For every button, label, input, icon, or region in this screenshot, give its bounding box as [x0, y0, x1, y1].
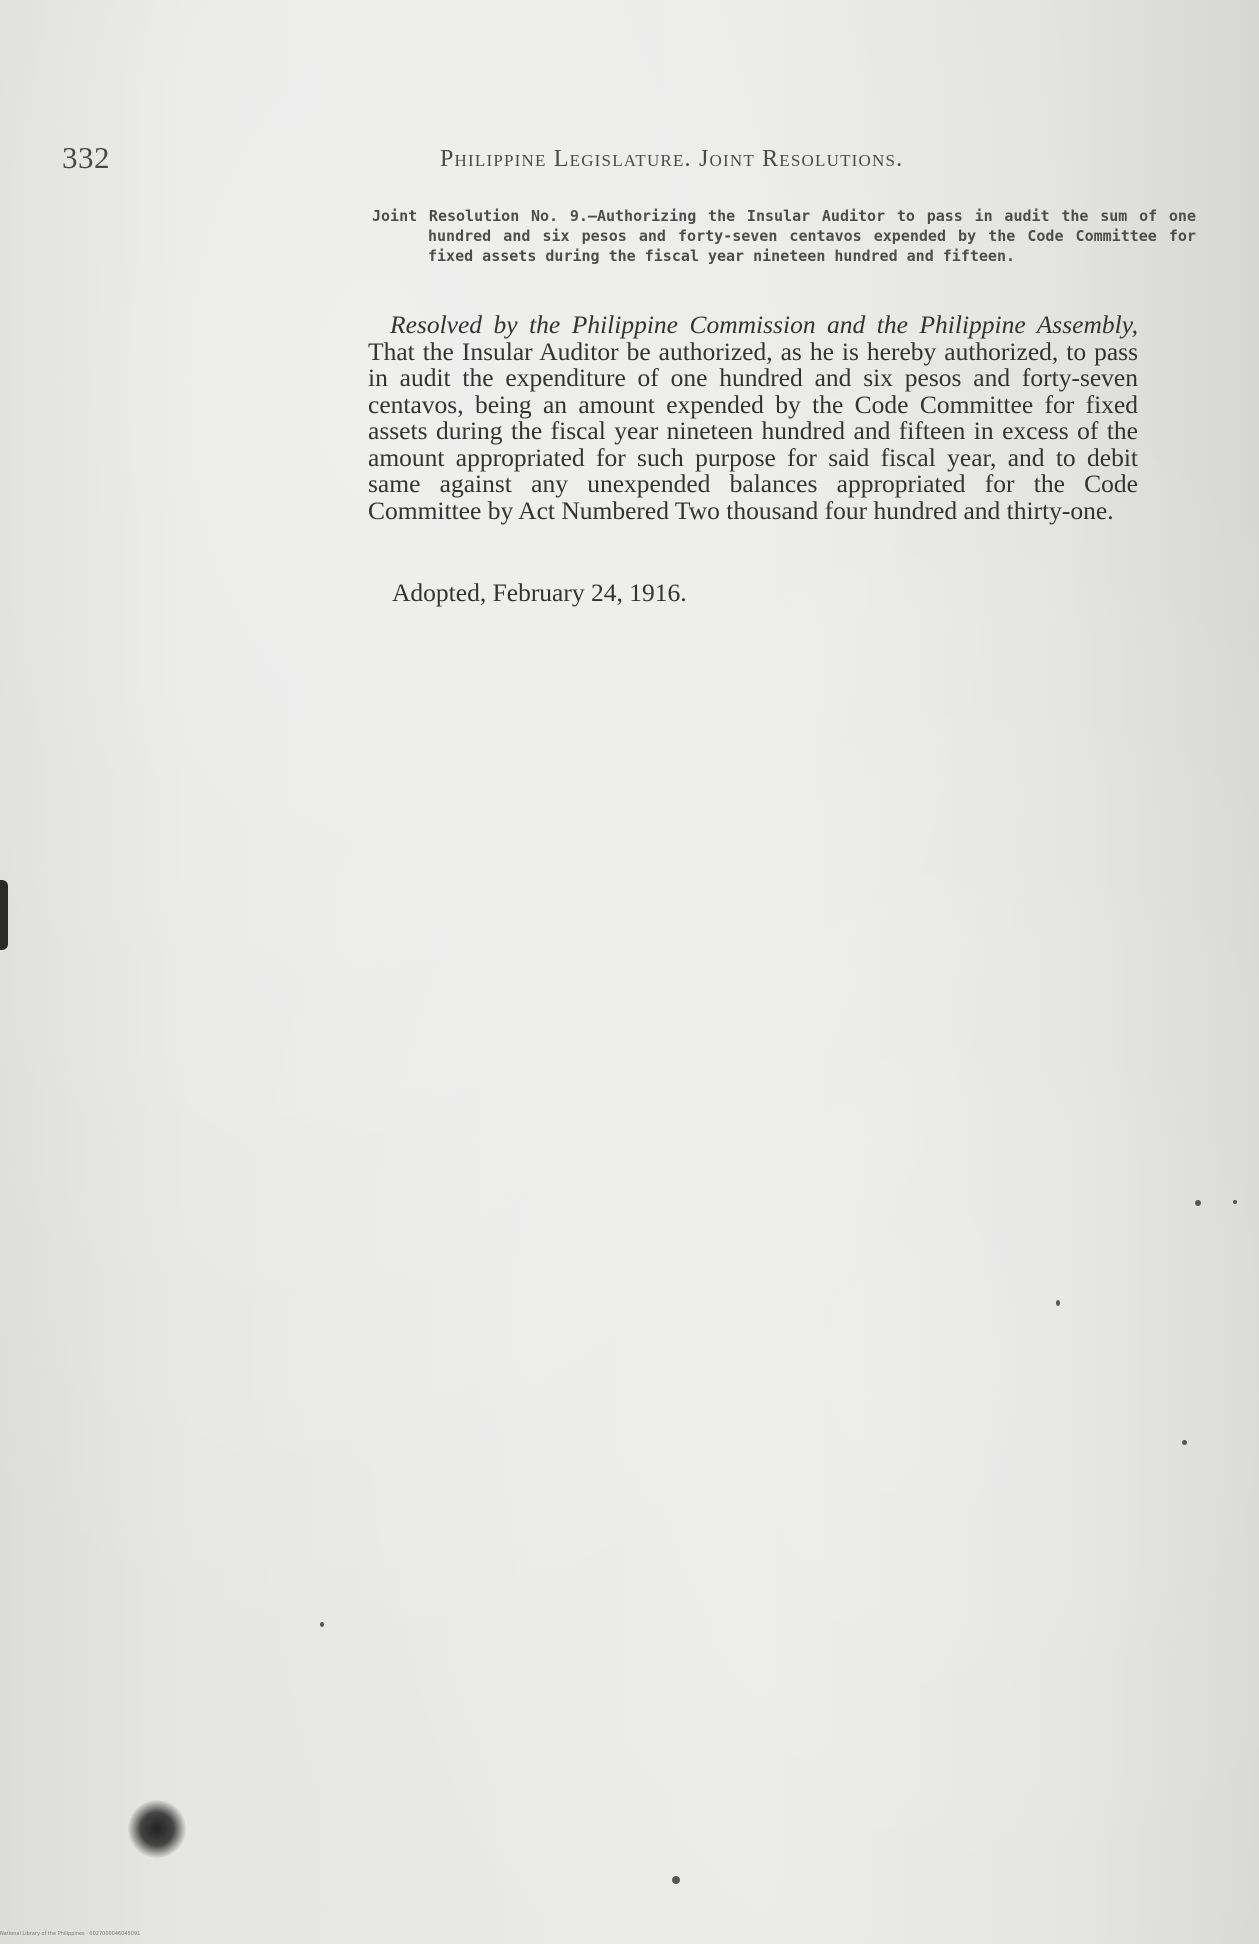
speck — [1182, 1440, 1187, 1445]
speck — [320, 1622, 324, 1627]
adoption-date: Adopted, February 24, 1916. — [392, 578, 687, 607]
enacting-clause: Resolved by the Philippine Commission and the Philippine Assembly, — [390, 310, 1138, 339]
running-head: Philippine Legislature. Joint Resolutions. — [440, 146, 904, 172]
resolution-heading: Joint Resolution No. 9.—Authorizing the Insular Auditor to pass in audit the sum of one hundred and six pesos and forty-seven centavos expended by the Code Committee for fixed assets during the fiscal year nineteen hundred and fifteen. — [372, 207, 1196, 265]
ink-blot — [128, 1800, 186, 1858]
page-number: 332 — [62, 140, 110, 175]
speck — [672, 1876, 680, 1884]
resolution-text: That the Insular Auditor be authorized, as he is hereby authorized, to pass in audit the expenditure of one hundred and six pesos and forty-seven centavos, being an amount expended by the Code Committee for fixed assets during the fiscal year nineteen hundred and fifteen in excess of the amount appropriated for such purpose for said fiscal year, and to debit same against any unexpended balances appropriated for the Code Committee by Act Numbered Two thousand four hundred and thirty-one. — [368, 336, 1138, 525]
speck — [1233, 1200, 1237, 1204]
scan-credit: National Library of the Philippines · 0027000046045091 — [0, 1931, 141, 1937]
resolution-body — [368, 312, 1138, 524]
speck — [1195, 1200, 1201, 1206]
speck — [1056, 1300, 1060, 1306]
scan-edge-mark — [0, 880, 8, 950]
